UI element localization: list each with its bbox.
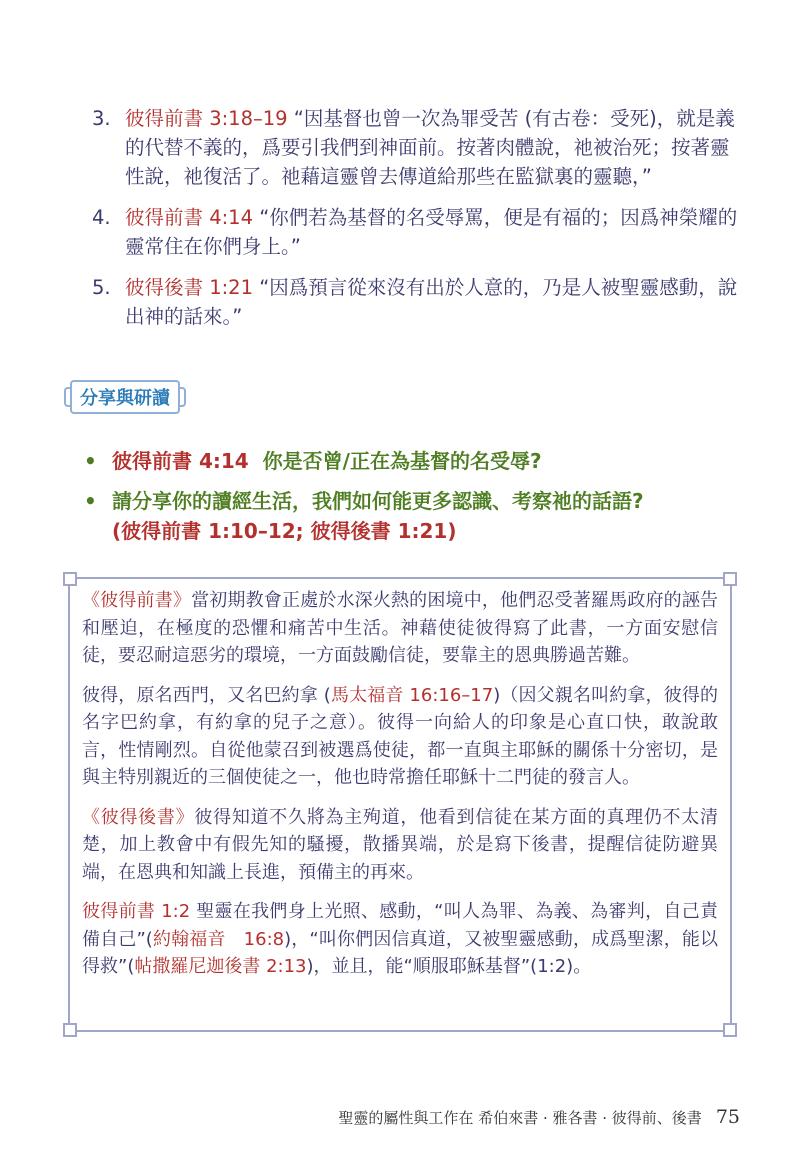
discussion-reference: (彼得前書 1:10–12; 彼得後書 1:21)	[112, 519, 457, 543]
verse-text: “你們若為基督的名受辱罵，便是有福的；因爲神榮耀的靈常住在你們身上。”	[125, 206, 738, 258]
corner-ornament	[723, 572, 737, 586]
book-title: 《彼得後書》	[82, 806, 195, 828]
verse-text: “因爲預言從來沒有出於人意的，乃是人被聖靈感動，說出神的話來。”	[125, 276, 738, 328]
verse-list	[92, 104, 738, 343]
verse-body	[125, 104, 738, 191]
discussion-reference: 彼得前書 4:14	[112, 449, 249, 473]
verse-reference: 彼得後書 1:21	[125, 276, 253, 299]
discussion-item	[84, 486, 744, 546]
bullet-icon: •	[84, 449, 97, 473]
verse-body	[125, 203, 738, 261]
corner-ornament	[723, 1023, 737, 1037]
scripture-reference: 約翰福音 16:8	[152, 928, 285, 950]
verse-number: 3.	[92, 107, 111, 130]
bullet-icon: •	[84, 489, 97, 513]
corner-ornament	[63, 1023, 77, 1037]
discussion-list	[84, 446, 744, 556]
discussion-item	[84, 446, 744, 476]
scripture-reference: 帖撒羅尼迦後書 2:13	[134, 956, 307, 977]
page-number: 75	[715, 1106, 740, 1128]
commentary-paragraph	[82, 587, 718, 670]
paragraph-text: 當初期教會正處於水深火熱的困境中，他們忍受著羅馬政府的誣告和壓迫，在極度的恐懼和痛苦中生活。神藉使徒彼得寫了此書，一方面安慰信徒，要忍耐這惡劣的環境，一方面鼓勵信徒，要靠主的恩典勝過苦難。	[82, 590, 719, 666]
verse-item	[92, 273, 738, 331]
corner-ornament	[63, 572, 77, 586]
paragraph-text: 彼得，原名西門，又名巴約拿 (	[82, 684, 331, 706]
discussion-question: 你是否曾/正在為基督的名受辱?	[262, 449, 542, 473]
commentary-paragraph	[82, 804, 718, 887]
commentary-paragraph	[82, 898, 718, 981]
discussion-text	[112, 446, 744, 476]
book-title: 《彼得前書》	[82, 590, 192, 611]
paragraph-text: )，並且，能“順服耶穌基督”(1:2)。	[306, 956, 592, 977]
commentary-paragraph	[82, 682, 718, 792]
verse-number: 5.	[92, 276, 111, 299]
running-title: 聖靈的屬性與工作在 希伯來書 · 雅各書 · 彼得前、後書	[338, 1109, 702, 1127]
verse-item	[92, 203, 738, 261]
verse-number: 4.	[92, 206, 111, 229]
paragraph-text: )，“叫你們因信真道，又被聖靈感動，成爲聖潔，能以得救”(	[82, 928, 718, 977]
verse-text: “因基督也曾一次為罪受苦 (有古卷：受死)，就是義的代替不義的，爲要引我們到神面前。按著肉體說，祂被治死；按著靈性說，祂復活了。祂藉這靈曾去傳道給那些在監獄裏的靈聽，”	[125, 107, 735, 188]
scripture-reference: 彼得前書 1:2	[82, 901, 191, 922]
verse-reference: 彼得前書 3:18–19	[125, 107, 288, 130]
scripture-reference: 馬太福音 16:16–17	[330, 684, 494, 706]
verse-item	[92, 104, 738, 191]
verse-body	[125, 273, 738, 331]
verse-reference: 彼得前書 4:14	[125, 206, 253, 229]
page-footer	[338, 1106, 740, 1128]
paragraph-text: )（因父親名叫約拿，彼得的名字巴約拿，有約拿的兒子之意）。彼得一向給人的印象是心直口快，敢說敢言，性情剛烈。自從他蒙召到被選爲使徒，都一直與主耶穌的關係十分密切，是與主特別親近的三個使徒之一，他也時常擔任耶穌十二門徒的發言人。	[82, 684, 718, 788]
paragraph-text: 彼得知道不久將為主殉道，他看到信徒在某方面的真理仍不太清楚，加上教會中有假先知的騷擾，散播異端，於是寫下後書，提醒信徒防避異端，在恩典和知識上長進，預備主的再來。	[82, 806, 719, 883]
commentary-box	[68, 577, 732, 1032]
paragraph-text: 聖靈在我們身上光照、感動，“叫人為罪、為義、為審判，自己責備自己”(	[82, 901, 718, 950]
share-study-tag: 分享與研讀	[70, 380, 180, 414]
discussion-text	[112, 486, 744, 546]
discussion-question: 請分享你的讀經生活，我們如何能更多認識、考察祂的話語?	[112, 489, 644, 513]
